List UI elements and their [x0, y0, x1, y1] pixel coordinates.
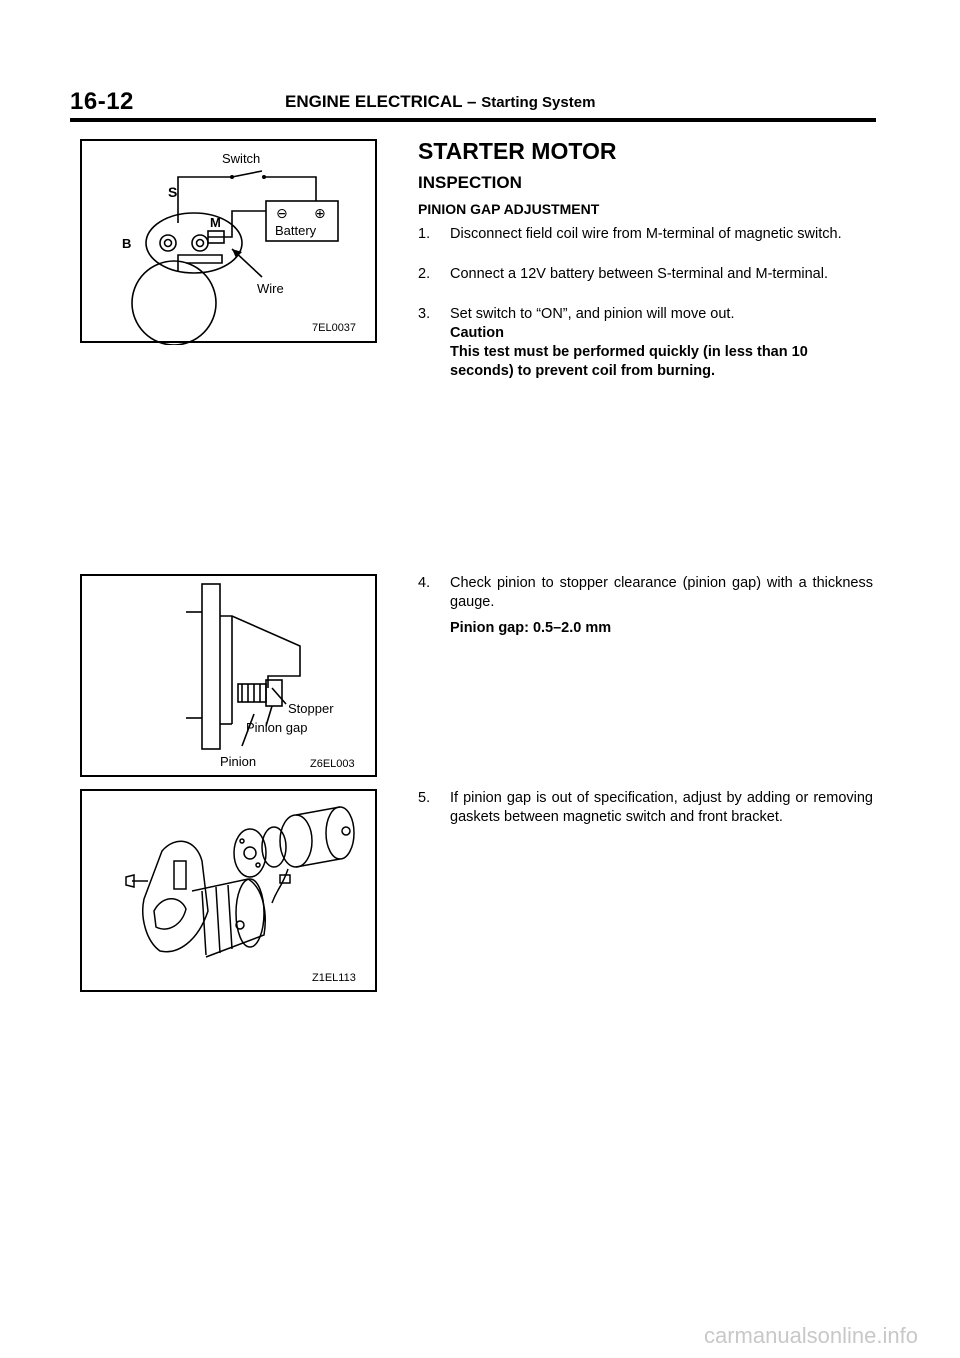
- figure-switch-wiring: [80, 139, 377, 343]
- battery-minus-icon: ⊖: [276, 205, 288, 221]
- step-text: Disconnect field coil wire from M-terminal of magnetic switch.: [450, 226, 842, 242]
- section-dash: –: [467, 92, 477, 111]
- step-number: 1.: [418, 226, 431, 242]
- figure-code: Z6EL003: [310, 758, 355, 770]
- label-b-terminal: B: [122, 236, 132, 251]
- subsection-name: Starting System: [481, 94, 596, 111]
- step-number: 5.: [418, 790, 431, 806]
- caution-label: Caution: [450, 325, 504, 341]
- caution-text: This test must be performed quickly (in less than 10 seconds) to prevent coil from burning.: [450, 344, 808, 379]
- figure-code: 7EL0037: [312, 322, 357, 334]
- footer-watermark: carmanualsonline.info: [703, 1323, 918, 1348]
- section-heading: STARTER MOTOR: [418, 138, 617, 164]
- label-s-terminal: S: [168, 184, 178, 200]
- label-wire: Wire: [257, 281, 284, 296]
- step-text: Set switch to “ON”, and pinion will move out.: [450, 306, 735, 322]
- label-battery: Battery: [275, 223, 317, 238]
- figure-starter-assembly: [80, 789, 377, 992]
- label-stopper: Stopper: [288, 701, 334, 716]
- step-item: [418, 789, 873, 827]
- step-text: If pinion gap is out of specification, adjust by adding or removing gaskets between magnetic switch and front bracket.: [450, 790, 873, 825]
- page-number: 16-12: [70, 88, 134, 115]
- wiring-diagram: [82, 141, 379, 345]
- figure-code: Z1EL113: [312, 972, 356, 984]
- step-item: [418, 265, 873, 284]
- step-item: [418, 574, 873, 612]
- header-rule: [70, 118, 876, 122]
- step-text: Check pinion to stopper clearance (pinion gap) with a thickness gauge.: [450, 575, 873, 610]
- label-pinion-gap: Pinion gap: [246, 720, 308, 735]
- starter-exploded-drawing: [82, 791, 379, 994]
- sub-heading: INSPECTION: [418, 173, 522, 192]
- label-pinion: Pinion: [220, 754, 257, 769]
- step-number: 2.: [418, 266, 431, 282]
- section-title: [285, 92, 595, 112]
- label-switch: Switch: [222, 151, 261, 166]
- step-number: 3.: [418, 306, 431, 322]
- battery-plus-icon: ⊕: [314, 205, 326, 221]
- label-m-terminal: M: [210, 215, 221, 230]
- pinion-gap-diagram: [82, 576, 379, 779]
- section-name: ENGINE ELECTRICAL: [285, 92, 463, 111]
- figure-pinion-gap: [80, 574, 377, 777]
- step-item: [418, 305, 873, 324]
- step-number: 4.: [418, 575, 431, 591]
- spec-value: Pinion gap: 0.5–2.0 mm: [450, 620, 612, 636]
- step-item: [418, 225, 873, 244]
- step-text: Connect a 12V battery between S-terminal and M-terminal.: [450, 266, 828, 282]
- procedure-heading: PINION GAP ADJUSTMENT: [418, 201, 600, 217]
